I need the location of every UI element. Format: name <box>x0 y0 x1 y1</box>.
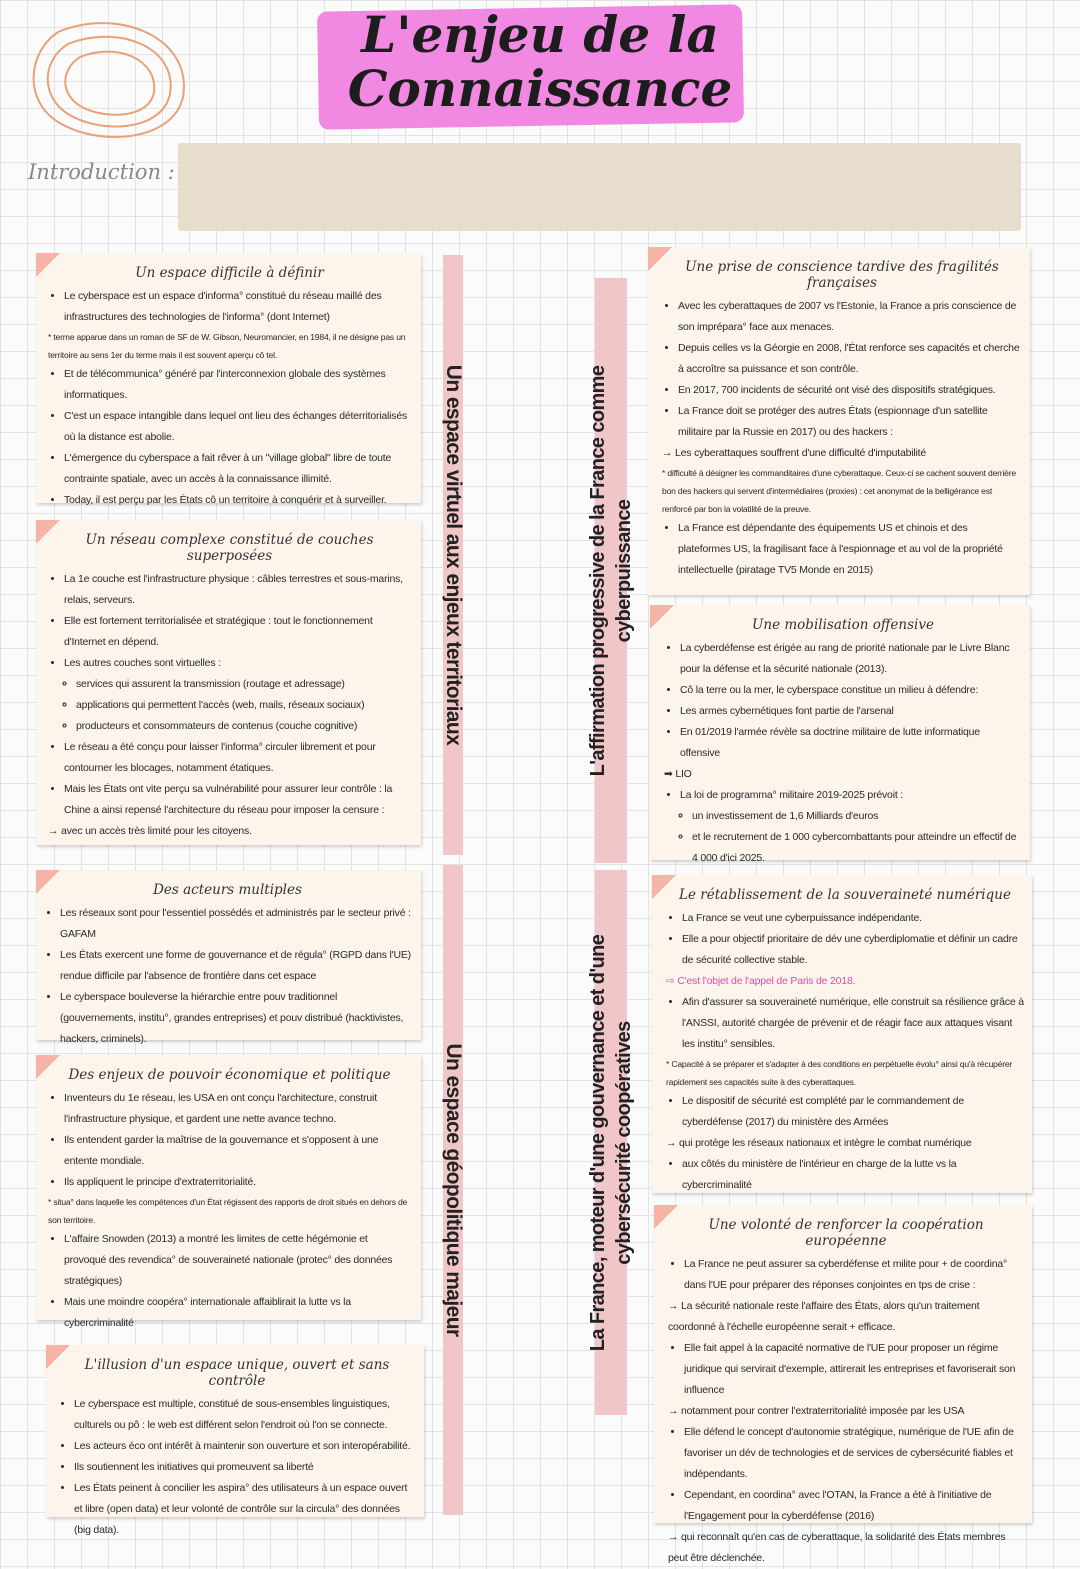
list-item: • Le réseau a été conçu pour laisser l'informa° circuler librement et pour contourner les blocages, notamment étatiques. <box>64 737 411 779</box>
list-item: • Les États exercent une forme de gouvernance et de régula° (RGPD dans l'UE) rendue difficile par l'absence de frontière dans cet espace <box>60 945 411 987</box>
list-item: • La France est dépendante des équipements US et chinois et des plateformes US, la fragilisant face à l'espionnage et au vol de la propriété intellectuelle (piratage TV5 Monde en 2015) <box>678 518 1022 581</box>
spine-mid-top-text <box>585 365 637 776</box>
list-item: • Le cyberspace bouleverse la hiérarchie entre pouv traditionnel (gouvernements, institu°, grandes entreprises) et pouv distribué (hacktivistes, hackers, criminels). <box>60 987 411 1050</box>
card-enjeux-pouvoir <box>36 1055 421 1329</box>
list-item: • C'est un espace intangible dans lequel ont lieu des échanges déterritorialisés où la distance est abolie. <box>64 406 411 448</box>
list-item: • Afin d'assurer sa souveraineté numérique, elle construit sa résilience grâce à l'ANSSI, autorité chargée de prévenir et de réagir face aux attaques visant les institu° sensibles. <box>682 992 1024 1055</box>
list-item: • Ils appliquent le principe d'extraterritorialité. <box>64 1172 411 1193</box>
spine-mid-top-line-1: L'affirmation progressive de la France comme <box>587 365 609 776</box>
list-item: • En 01/2019 l'armée révèle sa doctrine militaire de lutte informatique offensive <box>680 722 1022 764</box>
list-item: • Today, il est perçu par les États cô un territoire à conquérir et à surveiller. <box>64 490 411 511</box>
list-item: • Le cyberspace est un espace d'informa° constitué du réseau maillé des infrastructures des technologies de l'informa° (dont Internet) <box>64 286 411 328</box>
list-item: • Les États peinent à concilier les aspira° des utilisateurs à un espace ouvert et libre (open data) et leur volonté de contrôle sur la circula° des données (big data). <box>74 1478 416 1541</box>
spine-mid-bottom <box>587 870 635 1415</box>
sub-list-item: ◦ applications qui permettent l'accès (web, mails, réseaux sociaux) <box>76 695 411 716</box>
spine-left-top-text: Un espace virtuel aux enjeux territoriaux <box>442 364 465 746</box>
list-item: • La France ne peut assurer sa cyberdéfense et milite pour + de coordina° dans l'UE pour préparer des réponses conjointes en tps de crise : <box>684 1254 1024 1296</box>
list-item: • Les acteurs éco ont intérêt à maintenir son ouverture et son interopérabilité. <box>74 1436 416 1457</box>
sub-list-item: ◦ services qui assurent la transmission (routage et adressage) <box>76 674 411 695</box>
sub-list-item: ◦ producteurs et consommateurs de contenus (couche cognitive) <box>76 716 411 737</box>
card-title: Une mobilisation offensive <box>752 617 934 633</box>
arrow-note: → La sécurité nationale reste l'affaire des États, alors qu'un traitement coordonné à l'échelle européenne serait + efficace. <box>668 1300 980 1333</box>
page-title <box>330 0 750 116</box>
card-espace-difficile <box>36 253 421 506</box>
card-title: Le rétablissement de la souveraineté numérique <box>679 887 1011 903</box>
list-item: • Avec les cyberattaques de 2007 vs l'Estonie, la France a pris conscience de son impréparа° face aux menaces. <box>678 296 1022 338</box>
arrow-note: → notamment pour contrer l'extraterritorialité imposée par les USA <box>668 1405 965 1417</box>
list-item: • Le cyberspace est multiple, constitué de sous-ensembles linguistiques, culturels ou pô : le web est différent selon l'endroit où l'on se connecte. <box>74 1394 416 1436</box>
list-item: • Inventeurs du 1e réseau, les USA en ont conçu l'architecture, construit l'infrastructure physique, et gardent une nette avance techno. <box>64 1088 411 1130</box>
spine-left-bottom-text: Un espace géopolitique majeur <box>442 1043 465 1337</box>
spine-mid-bottom-line-2: cybersécurité coopératives <box>613 1020 635 1265</box>
list-item: • L'émergence du cyberspace a fait rêver à un "village global" libre de toute contrainte spatiale, avec un accès à la connaissance illimité. <box>64 448 411 490</box>
card-illusion-espace <box>46 1345 424 1536</box>
list-item: • Les autres couches sont virtuelles : <box>64 653 411 674</box>
list-item: • En 2017, 700 incidents de sécurité ont visé des dispositifs stratégiques. <box>678 380 1022 401</box>
card-reseau-complexe <box>36 520 421 845</box>
list-item: • Les armes cybernétiques font partie de l'arsenal <box>680 701 1022 722</box>
swirl-decoration <box>18 12 198 152</box>
card-title: Un espace difficile à définir <box>135 265 324 281</box>
card-cooperation-europeenne <box>654 1205 1032 1564</box>
intro-label: Introduction : <box>28 160 175 184</box>
list-item: • La 1e couche est l'infrastructure physique : câbles terrestres et sous-marins, relais, serveurs. <box>64 569 411 611</box>
list-item: • Cô la terre ou la mer, le cyberspace constitue un milieu à défendre: <box>680 680 1022 701</box>
list-item: • Mais les États ont vite perçu sa vulnérabilité pour assurer leur contrôle : la Chine a ainsi repensé l'architecture du réseau pour imposer la censure : <box>64 779 411 821</box>
list-item: • La loi de programma° militaire 2019-2025 prévoit : <box>680 785 1022 806</box>
list-item: • Mais une moindre coopéra° internationale affaiblirait la lutte vs la cybercriminalité <box>64 1292 411 1334</box>
footnote: * situa° dans laquelle les compétences d'un État régissent des rapports de droit situés en dehors de son territoire. <box>48 1197 408 1225</box>
arrow-note: → avec un accès très limité pour les citoyens. <box>48 825 252 837</box>
list-item: • Elle a pour objectif prioritaire de dév une cyberdiplomatie et définir un cadre de sécurité collective stable. <box>682 929 1024 971</box>
arrow-note: → Les cyberattaques souffrent d'une difficulté d'imputabilité <box>662 447 927 459</box>
list-item: • Et de télécommunica° généré par l'interconnexion globale des systèmes informatiques. <box>64 364 411 406</box>
list-item: • Le dispositif de sécurité est complété par le commandement de cyberdéfense (2017) du ministère des Armées <box>682 1091 1024 1133</box>
sub-list-item: ◦ un investissement de 1,6 Milliards d'euros <box>692 806 1022 827</box>
list-item: • Les réseaux sont pour l'essentiel possédés et administrés par le secteur privé : GAFAM <box>60 903 411 945</box>
footnote: * Capacité à se préparer et s'adapter à des conditions en perpétuelle évolu° ainsi qu'à récupérer rapidement ses capacités suite à des cyberattaques. <box>666 1059 1013 1087</box>
card-title: Des enjeux de pouvoir économique et politique <box>68 1067 391 1083</box>
list-item: • aux côtés du ministère de l'intérieur en charge de la lutte vs la cybercriminalité <box>682 1154 1024 1196</box>
list-item: • La France se veut une cyberpuissance indépendante. <box>682 908 1024 929</box>
card-title: Une volonté de renforcer la coopération européenne <box>708 1217 984 1249</box>
sub-list-item: ◦ et le recrutement de 1 000 cybercombattants pour atteindre un effectif de 4 000 d'ici 2025. <box>692 827 1022 869</box>
card-mobilisation-offensive <box>650 605 1030 864</box>
spine-left-top <box>443 255 463 855</box>
card-title: L'illusion d'un espace unique, ouvert et sans contrôle <box>84 1357 390 1389</box>
intro-tape <box>178 143 1021 231</box>
list-item: • Cependant, en coordina° avec l'OTAN, la France a été à l'initiative de l'Engagement pour la cyberdéfense (2016) <box>684 1485 1024 1527</box>
spine-mid-bottom-line-1: La France, moteur d'une gouvernance et d'une <box>587 934 609 1351</box>
list-item: • Ils entendent garder la maîtrise de la gouvernance et s'opposent à une entente mondiale. <box>64 1130 411 1172</box>
list-item: • Ils soutiennent les initiatives qui promeuvent sa liberté <box>74 1457 416 1478</box>
card-souverainete-numerique <box>652 875 1032 1193</box>
title-line-1: L'enjeu de la <box>361 5 719 64</box>
card-title: Un réseau complexe constitué de couches superposées <box>85 532 374 564</box>
footnote: * terme apparue dans un roman de SF de W. Gibson, Neuromancier, en 1984, il ne désigne pas un territoire au sens 1er du terme mais il est souvent aperçu cô tel. <box>48 332 406 360</box>
card-title: Des acteurs multiples <box>153 882 302 898</box>
arrow-note: → qui reconnaît qu'en cas de cyberattaque, la solidarité des États membres peut être déclenchée. <box>668 1531 1006 1564</box>
list-item: • Depuis celles vs la Géorgie en 2008, l'État renforce ses capacités et cherche à accroître sa puissance et son contrôle. <box>678 338 1022 380</box>
card-title: Une prise de conscience tardive des fragilités françaises <box>685 259 999 291</box>
card-prise-conscience <box>648 247 1030 595</box>
list-item: • L'affaire Snowden (2013) a montré les limites de cette hégémonie et provoqué des revendica° de souveraineté nationale (protec° des données stratégiques) <box>64 1229 411 1292</box>
list-item: • La France doit se protéger des autres États (espionnage d'un satellite militaire par la Russie en 2017) ou des hackers : <box>678 401 1022 443</box>
list-item: • Elle fait appel à la capacité normative de l'UE pour proposer un régime juridique qui servirait d'exemple, attirerait les entreprises et favoriserait son influence <box>684 1338 1024 1401</box>
card-acteurs-multiples <box>36 870 421 1045</box>
list-item: • La cyberdéfense est érigée au rang de priorité nationale par le Livre Blanc pour la défense et la sécurité nationale (2013). <box>680 638 1022 680</box>
arrow-note: ➡ LIO <box>664 768 692 780</box>
title-line-2: Connaissance <box>347 59 733 118</box>
list-item: • Elle défend le concept d'autonomie stratégique, numérique de l'UE afin de favoriser un dév de technologies et de services de cybersécurité fiables et indépendants. <box>684 1422 1024 1485</box>
list-item: • Elle est fortement territorialisée et stratégique : tout le fonctionnement d'Internet en dépend. <box>64 611 411 653</box>
spine-mid-top-line-2: cyberpuissance <box>613 499 635 642</box>
spine-mid-top <box>587 278 635 863</box>
arrow-note: ⇨ C'est l'objet de l'appel de Paris de 2018. <box>666 975 856 987</box>
footnote: * difficulté à désigner les commanditaires d'une cyberattaque. Ceux-ci se cachent souvent derrière bon des hackers qui servent d'intermédiaires (proxies) : cet anonymat de la belligérance est renforcé par bon la volatilité de la preuve. <box>662 468 1017 514</box>
spine-mid-bottom-text <box>585 934 637 1351</box>
spine-left-bottom <box>443 865 463 1515</box>
arrow-note: → qui protège les réseaux nationaux et intègre le combat numérique <box>666 1137 972 1149</box>
